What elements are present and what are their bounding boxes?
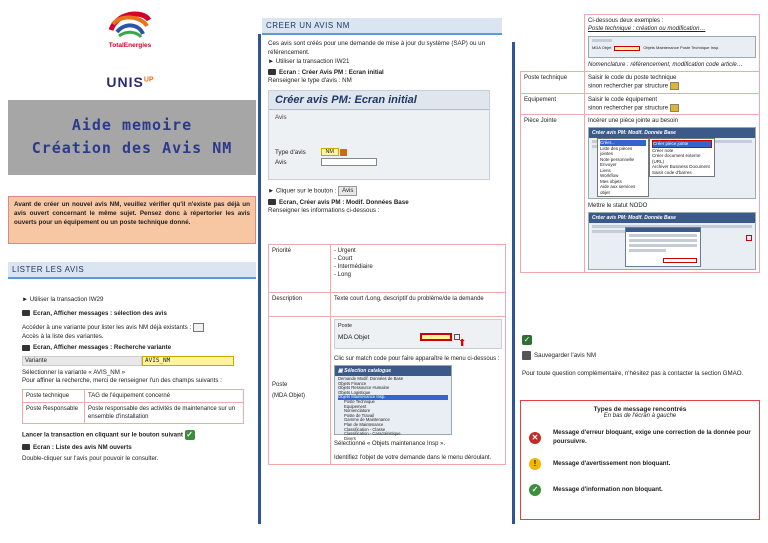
table-row [521, 15, 760, 72]
section-heading-lister: LISTER LES AVIS [8, 262, 256, 279]
lister-p4: Pour affiner la recherche, merci de renseigner l'un des champs suivants : [22, 377, 222, 385]
avis-button[interactable]: Avis [338, 186, 357, 196]
contact-text: Pour toute question complémentaire, n'hésitez pas à contacter la section GMAO. [522, 370, 744, 377]
save-line: Sauvegarder l'avis NM [522, 351, 596, 361]
creer-screen2: Ecran, Créer avis PM : Modif. Données Base [268, 199, 504, 208]
save-check-icon[interactable]: ✓ [523, 335, 531, 344]
attachment-menu: Créer... Liste des pièces jointes Note personnelle Envoyer Liens Workflow Mes objets Aide aux services objet [597, 138, 649, 197]
table-cell: Equipement [521, 93, 585, 115]
table-row [23, 389, 244, 402]
table-cell: Pièce Jointe [521, 115, 585, 273]
section-heading-creer: CREER UN AVIS NM [262, 18, 502, 35]
lister-step1: ► Utiliser la transaction IW29 [22, 296, 104, 303]
table-row [521, 72, 760, 94]
type-avis-input[interactable]: NM [321, 148, 339, 156]
lister-p3: Sélectionner la variante « AVIS_NM » [22, 368, 126, 376]
warning-box: Avant de créer un nouvel avis NM, veuillez vérifier qu'il n'existe pas déjà un avis ouvert concernant le même sujet. Pensez donc à répertorier les avis ouverts pour un équipement ou un poste technique donné. [8, 196, 256, 244]
screen-icon [22, 345, 30, 351]
nodo-shot [588, 212, 756, 270]
status-button-icon[interactable] [746, 235, 752, 241]
creer-click-button: ► Cliquer sur le bouton : Avis [268, 186, 504, 196]
poste-p2: Sélectionné « Objets maintenance Insp ». [334, 441, 446, 447]
lister-screen2: Ecran, Afficher messages : Recherche variante [22, 344, 256, 353]
poste-p1: Clic sur match code pour faire apparaître le menu ci-dessous : [334, 356, 500, 362]
attachment-shot [588, 127, 756, 199]
creer-p2: Renseigner le type d'avis : NM [268, 77, 352, 84]
tree-menu-shot [334, 365, 452, 441]
sap-screen-title: Créer avis PM: Ecran initial [269, 91, 489, 110]
msg-warn-row: ! Message d'avertissement non bloquant. [529, 458, 751, 470]
table-cell: Incérer une pièce jointe au besoin Créer avis PM: Modif. Donnée Base Créer... Liste des pièces jointes Note personnelle Envoyer Liens Workflow Mes objets Aide aux services objet Créer pièce jointe Créer note Créer document externe (URL) Archiver Business Document Saisir code d'barres Mettre le statut NODO Créer avis PM: Modif. Donnée Base [585, 115, 760, 273]
totalenergies-swoosh-icon [107, 10, 153, 38]
error-icon: ✕ [529, 432, 541, 444]
table-cell: Poste technique [23, 389, 85, 402]
screen-icon [268, 199, 276, 205]
priorite-label: Priorité [269, 245, 331, 293]
table-cell: TAG de l'équipement concerné [85, 389, 244, 402]
screen-icon [22, 310, 30, 316]
mda-objet-input[interactable] [420, 333, 452, 341]
table-row [521, 115, 760, 273]
types-title: Types de message rencontrés [593, 406, 687, 413]
nodo-shot-title: Créer avis PM: Modif. Donnée Base [589, 213, 755, 223]
unisup-logo: $UNIS^{UP}$ [106, 74, 154, 90]
structure-icon[interactable] [670, 82, 679, 90]
desc-label: Description [269, 293, 331, 317]
message-types-box [520, 400, 760, 520]
lister-p5: Double-cliquer sur l'avis pour pouvoir le consulter. [22, 455, 159, 463]
table-row [23, 402, 244, 423]
structure-icon[interactable] [670, 104, 679, 112]
table-cell: Saisir le code équipement sinon rechercher par structure [585, 93, 760, 115]
sap-type-row: Type d'avis NM [269, 148, 489, 157]
poste-content-cell [331, 317, 506, 465]
tree-selected-item[interactable]: Objets Maintenance Insp. [338, 395, 448, 400]
variant-label: Variante [22, 356, 142, 366]
poste-p3: Identifiez l'objet de votre demande dans le menu déroulant. [334, 455, 492, 461]
column-rule-left [258, 34, 261, 524]
types-subtitle: En bas de l'écran à gauche [603, 413, 677, 419]
table-row [269, 317, 506, 465]
tree-menu-list: Demande Modif. Données de Base Objets Finance Objets Ressource Humaine Objets Logistique Objets Maintenance Insp. Poste Technique Equipement Nomenclature Poste de Travail Gamme de Maintenance Plan de Maintenance Classification - Classe Classification - Caractéristique Divers [335, 376, 451, 442]
table-row [521, 93, 760, 115]
lister-p2: Accès à la liste des variantes. [22, 332, 104, 340]
attachment-shot-title: Créer avis PM: Modif. Donnée Base [589, 128, 755, 138]
save-icon[interactable] [522, 351, 531, 360]
poste-shot: Poste MDA Objet ⬆ [334, 319, 502, 349]
arrow-up-icon: ⬆ [458, 337, 467, 349]
poste-label-cell: Poste (MDA Objet) [269, 317, 331, 465]
lister-launch: Lancer la transaction en cliquant sur le bouton suivant ✓ [22, 429, 193, 439]
column-rule-right [512, 42, 515, 524]
title-banner [8, 100, 256, 175]
table-cell: Poste technique [521, 72, 585, 94]
title-line2: Création des Avis NM [31, 139, 233, 157]
status-dialog [625, 227, 701, 267]
creer-step1: ► Utiliser la transaction IW21 [268, 58, 350, 65]
sap-initial-screen [268, 90, 490, 180]
variant-button-icon[interactable] [193, 323, 204, 332]
match-code-icon[interactable] [340, 149, 347, 156]
success-icon: ✓ [529, 484, 541, 496]
title-line1: Aide memoire [71, 116, 193, 134]
screen-icon [22, 444, 30, 450]
variant-field [22, 356, 234, 366]
examples-cell: Ci-dessous deux exemples : Poste technique : création ou modification… MDA Objet Objets Maintenance Poste Technique Insp. Nomenclature : référencement, modification code article… [585, 15, 760, 72]
sap-avis-menu: Avis [275, 113, 287, 121]
lister-screen1: Ecran, Afficher messages : sélection des avis [22, 310, 256, 319]
table-row [269, 293, 506, 317]
right-fields-table [520, 14, 760, 273]
priorite-values: - Urgent - Court - Intermédiaire - Long [331, 245, 506, 293]
lister-fields-table [22, 389, 244, 424]
execute-check-icon[interactable]: ✓ [186, 429, 193, 439]
creer-fields-table [268, 244, 506, 465]
table-row [269, 245, 506, 293]
lister-p1: Accéder à une variante pour lister les avis NM déjà existants : [22, 323, 256, 333]
brand-name: TotalEnergies [108, 42, 152, 49]
creer-content [268, 40, 504, 216]
creer-screen1: Ecran : Créer Avis PM : Ecran initial [268, 69, 504, 78]
table-cell: Saisir le code du poste technique sinon rechercher par structure [585, 72, 760, 94]
variant-input[interactable]: AVIS_NM [142, 356, 234, 366]
sap-avis-row: Avis [269, 157, 489, 168]
desc-value: Texte court /Long, descriptif du problème/de la demande [331, 293, 506, 317]
example-shot: MDA Objet Objets Maintenance Poste Technique Insp. [588, 36, 756, 58]
totalenergies-logo [95, 10, 165, 58]
mda-objet-row: MDA Objet [338, 333, 498, 342]
nodo-highlight [663, 258, 697, 263]
avis-number-input[interactable] [321, 158, 377, 166]
creer-p3: Renseigner les informations ci-dessous : [268, 207, 380, 215]
creer-p1: Ces avis sont créés pour une demande de mise à jour du système (SAP) ou un référencement. [268, 40, 486, 56]
msg-error-row: ✕ Message d'erreur bloquant, exige une correction de la donnée pour poursuivre. [529, 429, 751, 446]
table-cell: Poste responsable des activités de maintenance sur un ensemble d'installation [85, 402, 244, 423]
tree-menu-title: ▣ Sélection catalogue [335, 366, 451, 376]
table-cell: Poste Responsable [23, 402, 85, 423]
attachment-submenu: Créer pièce jointe Créer note Créer document externe (URL) Archiver Business Document Saisir code d'barres [649, 138, 715, 177]
lister-screen3: Ecran : Liste des avis NM ouverts [22, 444, 256, 453]
msg-info-row: ✓ Message d'information non bloquant. [529, 484, 751, 496]
lister-content [22, 296, 256, 464]
warning-icon: ! [529, 458, 541, 470]
screen-icon [268, 69, 276, 75]
